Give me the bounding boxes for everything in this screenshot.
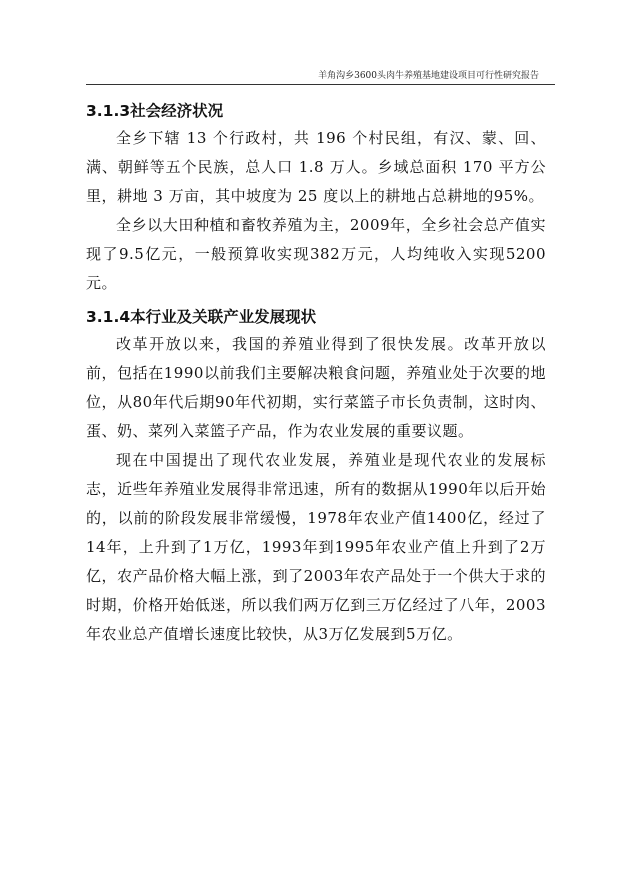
paragraph-modern-agriculture: 现在中国提出了现代农业发展，养殖业是现代农业的发展标志，近些年养殖业发展得非常迅速，所有的数据从1990年以后开始的，以前的阶段发展非常缓慢，1978年农业产值1400亿，经过了14年，上升到了1万亿，1993年到1995年农业产值上升到了2万亿，农产品价格大幅上涨，到了2003年农产品处于一个供大于求的时期，价格开始低迷，所以我们两万亿到三万亿经过了八年，2003年农业总产值增长速度比较快，从3万亿发展到5万亿。 — [86, 451, 546, 643]
paragraph-reform-history: 改革开放以来，我国的养殖业得到了很快发展。改革开放以前，包括在1990以前我们主要解决粮食问题，养殖业处于次要的地位，从80年代后期90年代初期，实行菜篮子市长负责制，这时肉、蛋、奶、菜列入菜篮子产品，作为农业发展的重要议题。 — [86, 335, 546, 440]
paragraph-economy: 全乡以大田种植和畜牧养殖为主，2009年，全乡社会总产值实现了9.5亿元，一般预算收实现382万元，人均纯收入实现5200元。 — [86, 216, 546, 292]
section-heading-socioeconomic: 3.1.3社会经济状况 — [86, 102, 224, 120]
header-divider — [86, 84, 555, 85]
running-header-title: 羊角沟乡3600头肉牛养殖基地建设项目可行性研究报告 — [318, 71, 539, 81]
section-heading-industry-status: 3.1.4本行业及关联产业发展现状 — [86, 308, 317, 326]
document-body — [86, 98, 546, 649]
paragraph-administration: 全乡下辖 13 个行政村，共 196 个村民组，有汉、蒙、回、满、朝鲜等五个民族，总人口 1.8 万人。乡域总面积 170 平方公里，耕地 3 万亩，其中坡度为 25 度以上的耕地占总耕地的95%。 — [86, 129, 546, 205]
